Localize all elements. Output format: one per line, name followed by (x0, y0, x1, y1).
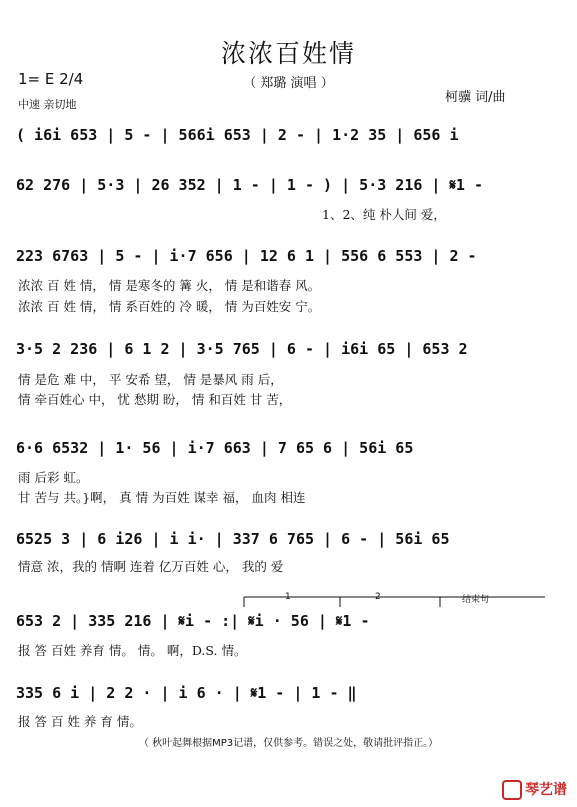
score-row-4-notes: 3·5 2 236 | 6 1 2 | 3·5 765 | 6 - | i6i 65 | 653 2 (16, 340, 468, 358)
score-row-3-notes: 223 6763 | 5 - | i·7 656 | 12 6 1 | 556 6 553 | 2 - (16, 247, 477, 265)
ending-1-label: 1 (285, 592, 291, 602)
score-row-7-lyric-1: 报 答 百姓 养育 情。 情。 啊，D.S. 情。 (18, 643, 247, 658)
score-row-4-lyric-2: 情 牵百姓心 中， 忧 愁期 盼， 情 和百姓 甘 苦， (18, 392, 292, 407)
score-row-2-notes: 62 276 | 5·3 | 26 352 | 1 - | 1 - ) | 5·3 216 | 𝄋1 - (16, 176, 484, 194)
key-signature: 1= E 2/4 (18, 70, 84, 88)
score-row-3-lyric-2: 浓浓 百 姓 情， 情 系百姓的 冷 暖， 情 为百姓安 宁。 (18, 299, 321, 314)
score-row-5-notes: 6·6 6532 | 1· 56 | i·7 663 | 7 65 6 | 56i 65 (16, 439, 414, 457)
score-row-1-notes: ( i6i 653 | 5 - | 566i 653 | 2 - | 1·2 35 | 656 i (16, 126, 459, 144)
score-row-6-lyric-1: 情意 浓，我的 情啊 连着 亿万百姓 心， 我的 爱 (18, 559, 284, 574)
score-row-7-notes: 653 2 | 335 216 | 𝄋i - :| 𝄋i · 56 | 𝄋1 - (16, 612, 370, 630)
transcription-note: （ 秋叶起舞根据MP3记谱，仅供参考。错误之处，敬请批评指正。） (138, 738, 439, 749)
tempo-marking: 中速 亲切地 (18, 98, 77, 111)
singer-credit: （ 郑璐 演唱 ） (243, 76, 334, 91)
score-row-8-lyric-1: 报 答 百 姓 养 育 情。 (18, 714, 142, 729)
composer-credit: 柯骥 词/曲 (445, 90, 506, 105)
score-row-4-lyric-1: 情 是危 难 中， 平 安希 望， 情 是暴风 雨 后， (18, 372, 283, 387)
score-row-6-notes: 6525 3 | 6 i26 | i i· | 337 6 765 | 6 - | 56i 65 (16, 530, 450, 548)
score-row-2-lyric-1: 1、2、纯 朴人间 爱， (322, 207, 446, 222)
ending-final-label: 结束句 (462, 595, 490, 605)
song-title: 浓浓百姓情 (220, 39, 356, 68)
score-row-5-lyric-1: 雨 后彩 虹。 (18, 470, 89, 485)
score-row-8-notes: 335 6 i | 2 2 · | i 6 · | 𝄋1 - | 1 - ‖ (16, 684, 357, 702)
score-row-5-lyric-2: 甘 苦与 共。}啊， 真 情 为百姓 谋幸 福， 血肉 相连 (18, 490, 306, 505)
logo-text: 琴艺谱 (525, 782, 567, 798)
score-row-3-lyric-1: 浓浓 百 姓 情， 情 是寒冬的 篝 火， 情 是和谐春 风。 (18, 278, 321, 293)
ending-2-label: 2 (375, 592, 381, 602)
